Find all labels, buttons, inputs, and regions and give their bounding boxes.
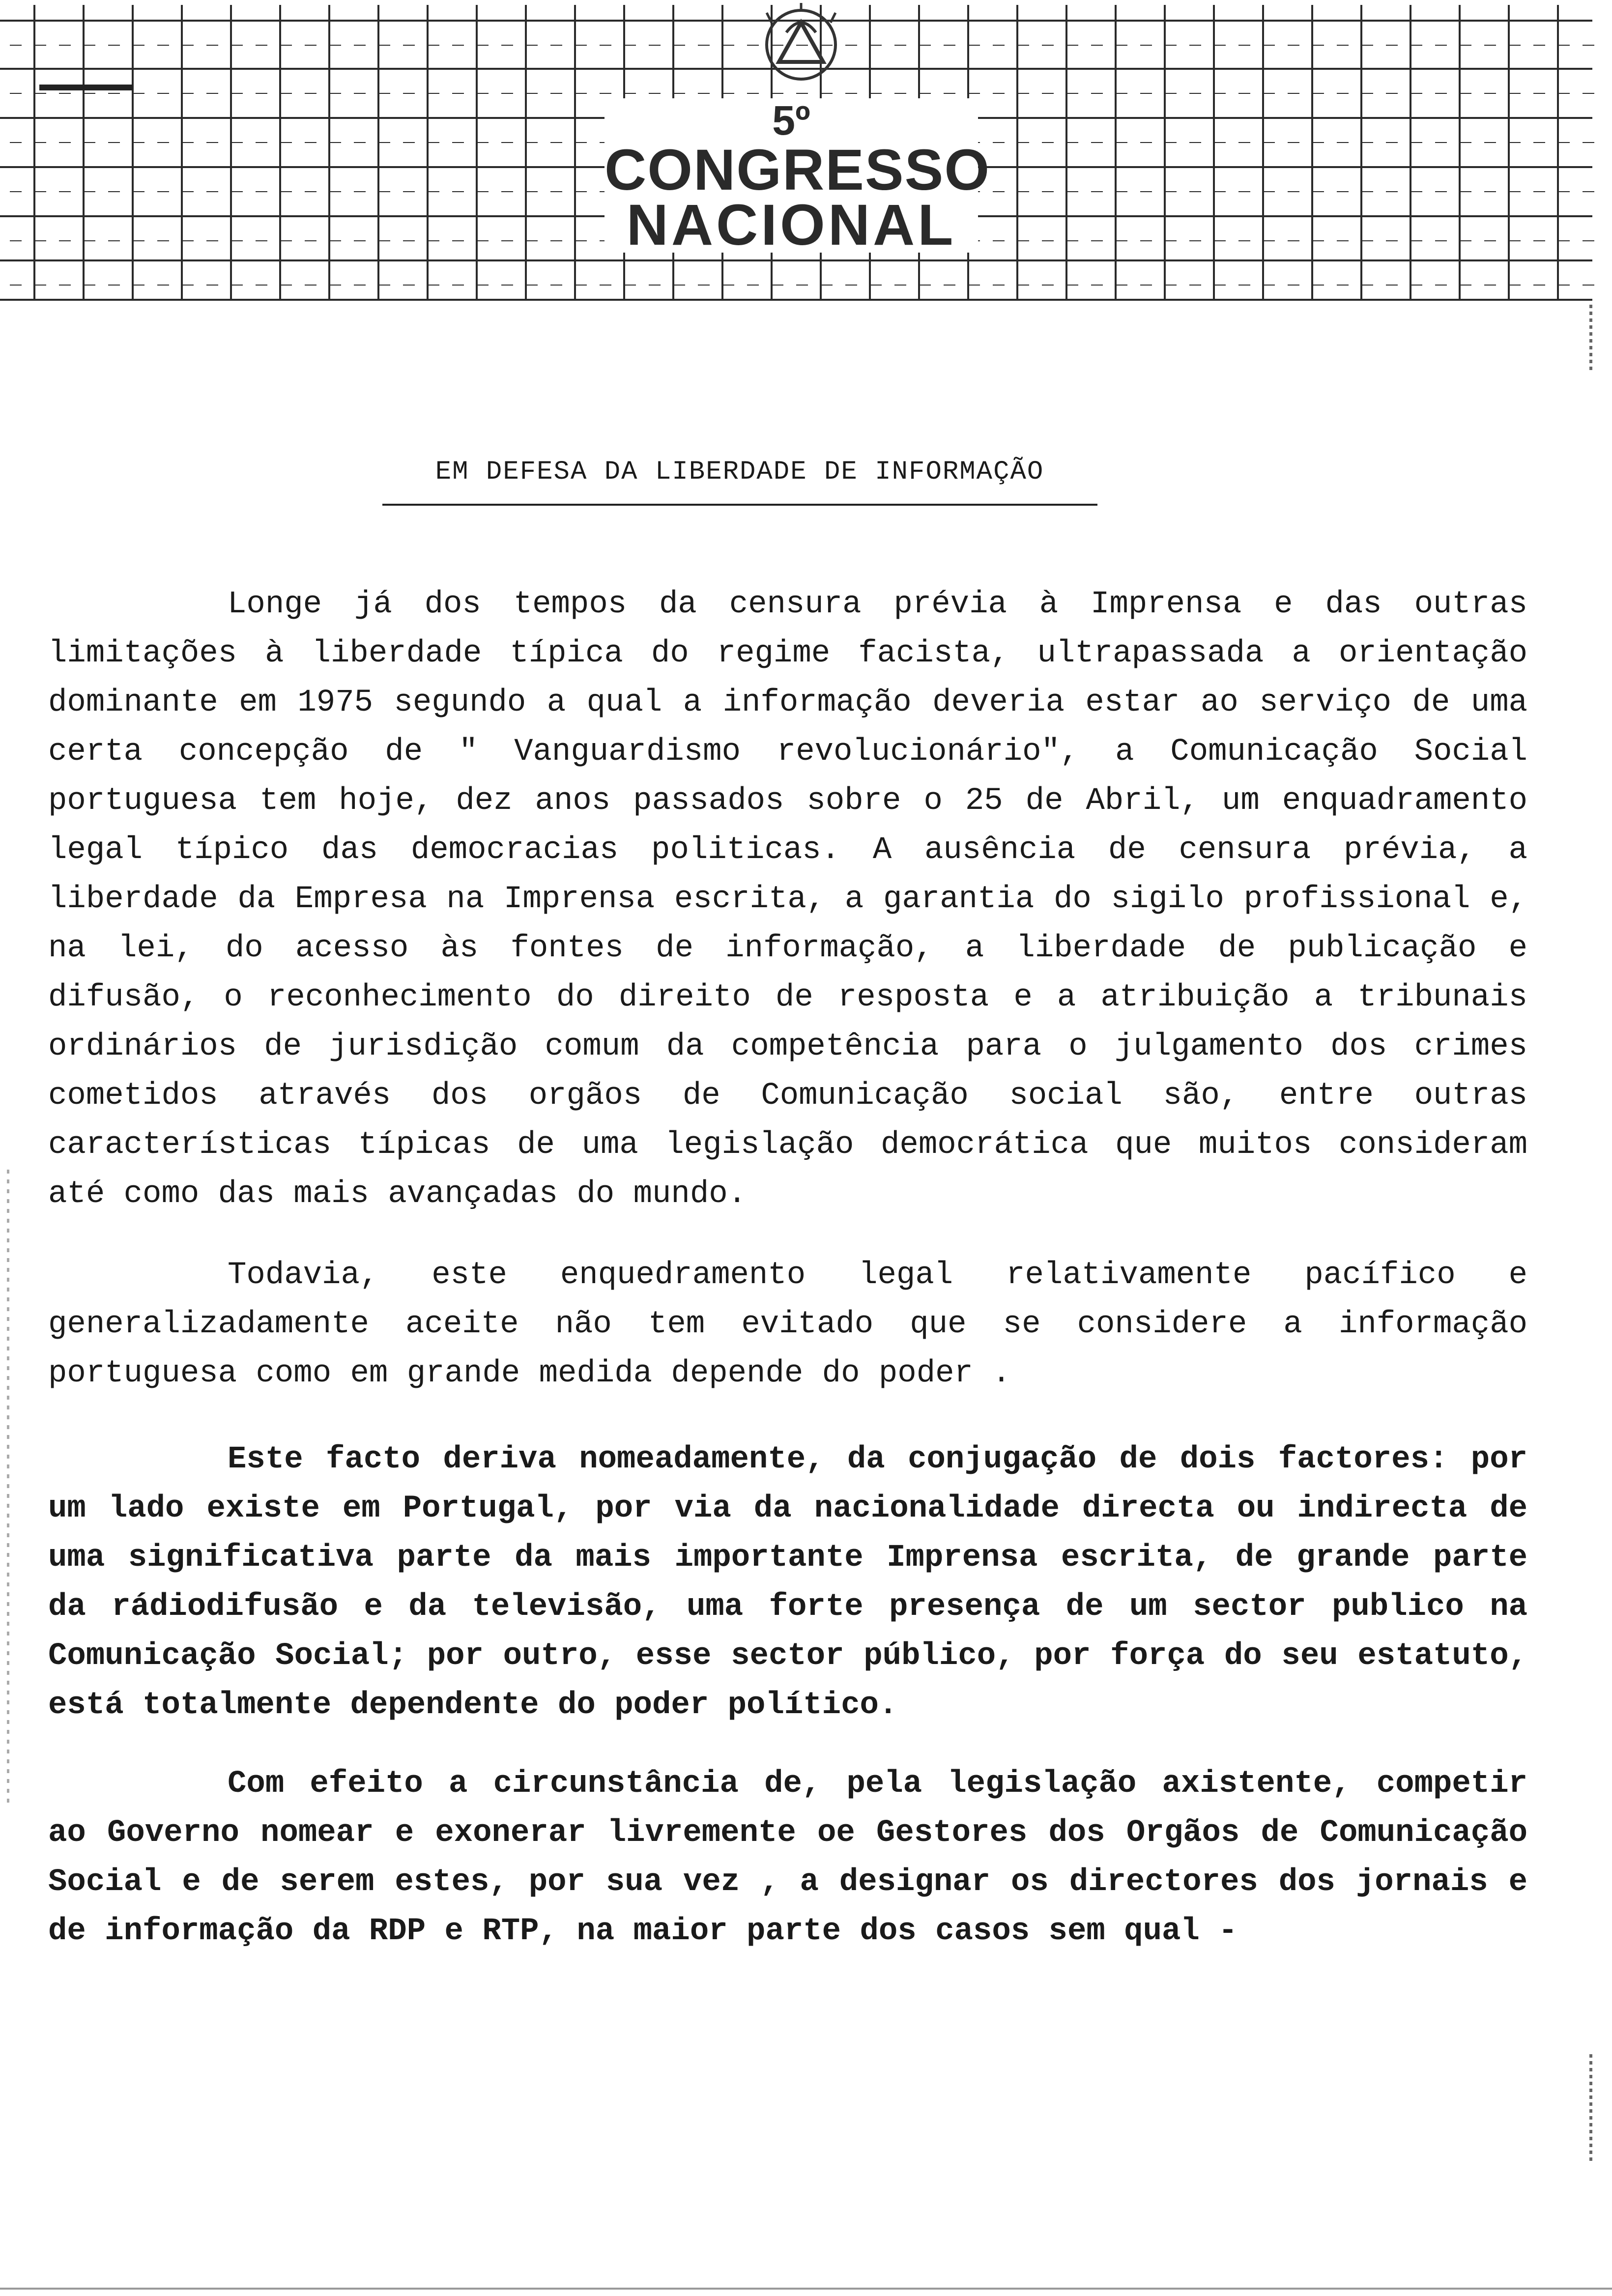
congress-title-line1: CONGRESSO [604,138,991,202]
paragraph-4 [48,1759,1527,1956]
margin-mark-right-top [1589,305,1592,373]
paragraph-4-text: Com efeito a circunstância de, pela legislação axistente, competir ao Governo nomear e exonerar livremente oe Gestores dos Orgãos de Comunicação Social e de serem estes, por sua vez , a designar os directores dos jornais e de informação da RDP e RTP, na maior parte dos casos sem qual - [48,1766,1527,1949]
paragraph-1 [48,580,1527,1219]
grid-marker [39,85,133,90]
congress-logo [604,97,991,258]
title-underline [382,504,1097,506]
paragraph-2 [48,1251,1527,1398]
congress-number: 5º [772,97,810,144]
paragraph-2-text: Todavia, este enquedramento legal relativamente pacífico e generalizadamente aceite não tem evitado que se considere a informação portuguesa como em grande medida depende do poder . [48,1258,1527,1391]
margin-mark-right-bottom [1589,2054,1592,2162]
party-emblem-icon [737,3,865,91]
page-bottom-edge [0,2288,1612,2290]
document-title: EM DEFESA DA LIBERDADE DE INFORMAÇÃO [435,457,1044,487]
margin-mark-left [7,1170,9,1808]
congress-title-line2: NACIONAL [626,193,956,258]
paragraph-1-text: Longe já dos tempos da censura prévia à Imprensa e das outras limitações à liberdade típica do regime facista, ultrapassada a orientação dominante em 1975 segundo a qual a informação deveria estar ao serviço de uma certa concepção de " Vanguardismo revolucionário", a Comunicação Social portuguesa tem hoje, dez anos passados sobre o 25 de Abril, um enquadramento legal típico das democracias politicas. A ausência de censura prévia, a liberdade da Empresa na Imprensa escrita, a garantia do sigilo profissional e, na lei, do acesso às fontes de informação, a liberdade de publicação e difusão, o reconhecimento do direito de resposta e a atribuição a tribunais ordinários de jurisdição comum da competência para o julgamento dos crimes cometidos através dos orgãos de Comunicação social são, entre outras características típicas de uma legislação democrática que muitos consideram até como das mais avançadas do mundo. [48,587,1527,1212]
paragraph-3-text: Este facto deriva nomeadamente, da conjugação de dois factores: por um lado existe em Portugal, por via da nacionalidade directa ou indirecta de uma significativa parte da mais importante Imprensa escrita, de grande parte da rádiodifusão e da televisão, uma forte presença de um sector publico na Comunicação Social; por outro, esse sector público, por força do seu estatuto, está totalmente dependente do poder político. [48,1442,1527,1723]
paragraph-3 [48,1435,1527,1730]
